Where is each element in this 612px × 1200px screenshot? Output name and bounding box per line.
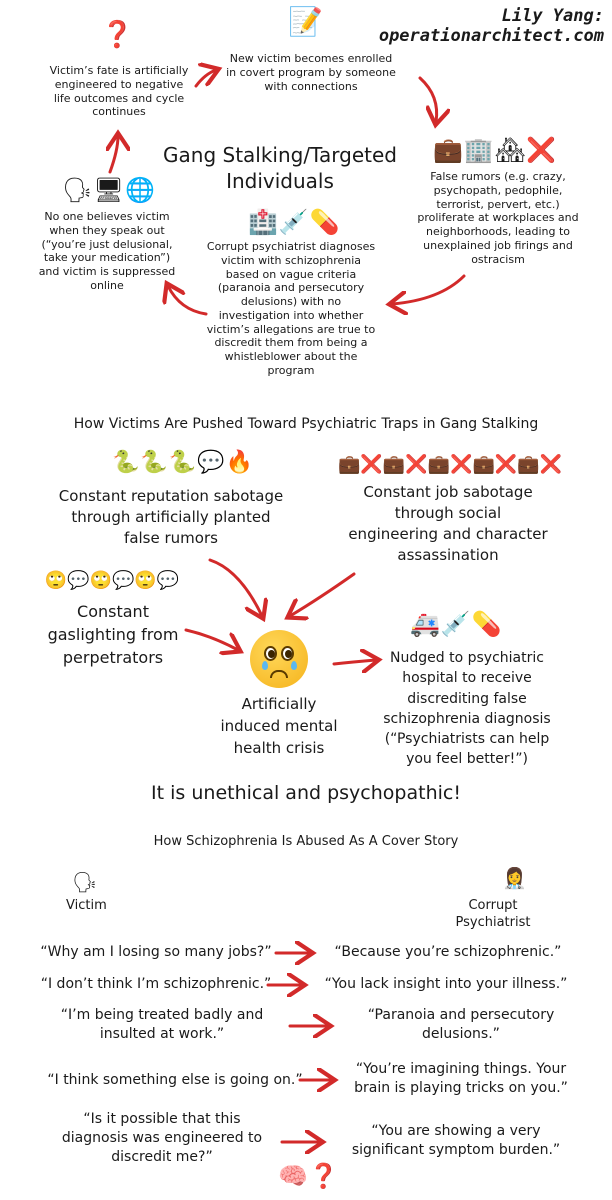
psych-quote-5: “You are showing a very significant symptom burden.” xyxy=(351,1123,561,1158)
reputation-text: Constant reputation sabotage through artificially planted false rumors xyxy=(58,487,284,547)
author-website: operationarchitect.com xyxy=(378,26,604,47)
psych-quote-1: “Because you’re schizophrenic.” xyxy=(334,944,562,960)
speaking-head-icon: 🗣 xyxy=(72,870,99,894)
gaslighting-text: Constant gaslighting from perpetrators xyxy=(47,602,179,668)
psych-quote-3: “Paranoia and persecutory delusions.” xyxy=(367,1007,555,1042)
author-name: Lily Yang: xyxy=(501,6,604,26)
crying-face-icon xyxy=(250,630,308,688)
ambulance-syringe-pill-icon: 🚑💉💊 xyxy=(410,610,503,638)
psych-quote-2: “You lack insight into your illness.” xyxy=(324,976,568,992)
rumors-text: False rumors (e.g. crazy, psychopath, pedophile, terrorist, pervert, etc.) proliferate at workplaces and neighborhoods, leading to unexplained job firings and ostracism xyxy=(417,170,579,266)
arrow-gaslighting-to-crisis xyxy=(186,630,238,650)
arrow-crisis-to-hospital xyxy=(334,660,376,664)
psychiatrist-label: Corrupt Psychiatrist xyxy=(455,898,531,930)
victim-quote-2: “I don’t think I’m schizophrenic.” xyxy=(40,976,272,992)
speaker-computer-globe-icon: 🗣🖥🌐 xyxy=(62,176,156,204)
cycle-diagram xyxy=(0,0,612,400)
health-worker-icon: 👩‍⚕️ xyxy=(502,866,528,890)
briefcase-x-row-icon: 💼❌💼❌💼❌💼❌💼❌ xyxy=(338,454,563,475)
cover-heading: How Schizophrenia Is Abused As A Cover Story xyxy=(153,834,459,849)
psychiatrist-text: Corrupt psychiatrist diagnoses victim with schizophrenia based on vague criteria (paranoia and persecutory delusions) with no investigation into whether victim’s allegations are true to discredit them from being a whistleblower about the program xyxy=(206,240,376,377)
victim-quote-1: “Why am I losing so many jobs?” xyxy=(40,944,272,960)
cycle-title-line1: Gang Stalking/Targeted xyxy=(163,143,397,167)
fate-text: Victim’s fate is artificially engineered to negative life outcomes and cycle continues xyxy=(49,64,189,119)
crisis-text: Artificially induced mental health crisis xyxy=(220,695,338,757)
brain-question-icon: 🧠❓ xyxy=(278,1162,340,1190)
question-mark-icon: ❓ xyxy=(101,20,135,50)
victim-label: Victim xyxy=(66,898,107,913)
job-text: Constant job sabotage through social engineering and character assassination xyxy=(348,483,548,564)
enroll-text: New victim becomes enrolled in covert program by someone with connections xyxy=(226,52,396,93)
disbelief-text: No one believes victim when they speak out (“you’re just delusional, take your medication”) and victim is suppressed online xyxy=(38,210,176,292)
hospital-text: Nudged to psychiatric hospital to receive discrediting false schizophrenia diagnosis (“Psychiatrists can help you feel better!”) xyxy=(383,650,551,768)
snakes-speech-fire-icon: 🐍🐍🐍💬🔥 xyxy=(112,450,254,475)
verdict-text: It is unethical and psychopathic! xyxy=(151,782,461,804)
cycle-title-line2: Individuals xyxy=(226,169,334,193)
memo-icon: 📝 xyxy=(288,5,324,38)
arrow-reputation-to-crisis xyxy=(210,560,262,616)
briefcase-building-house-x-icon: 💼🏢🏘❌ xyxy=(432,136,558,164)
victim-quote-3: “I’m being treated badly and insulted at work.” xyxy=(60,1007,264,1042)
arrow-job-to-crisis xyxy=(290,574,354,616)
victim-quote-5: “Is it possible that this diagnosis was engineered to discredit me?” xyxy=(61,1111,263,1165)
psych-quote-4: “You’re imagining things. Your brain is playing tricks on you.” xyxy=(354,1061,568,1096)
victim-quote-4: “I think something else is going on.” xyxy=(47,1072,303,1088)
eyeroll-speech-row-icon: 🙄💬🙄💬🙄💬 xyxy=(44,570,180,591)
traps-heading: How Victims Are Pushed Toward Psychiatric Traps in Gang Stalking xyxy=(73,416,539,432)
cycle-title xyxy=(160,142,400,194)
hospital-syringe-pill-icon: 🏥💉💊 xyxy=(248,208,341,236)
